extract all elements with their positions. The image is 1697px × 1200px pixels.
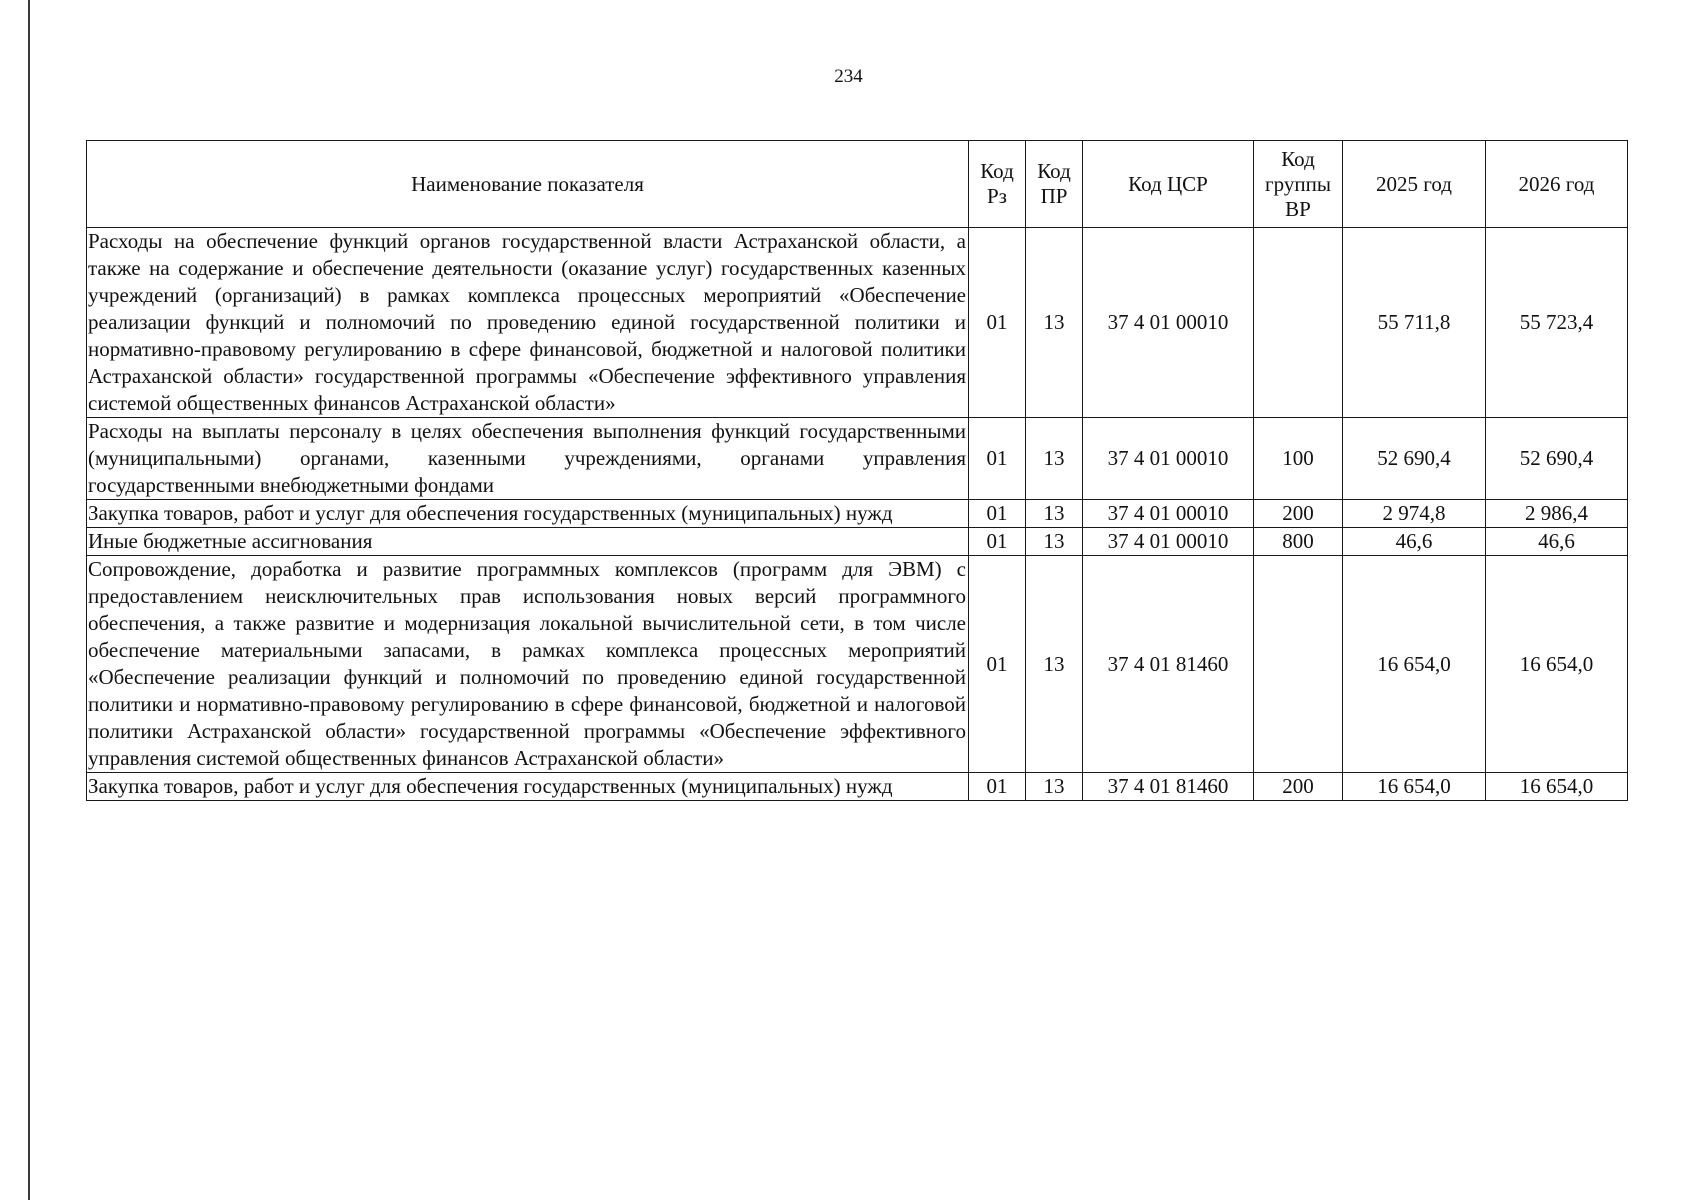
cell-vr <box>1254 228 1343 418</box>
cell-2026: 55 723,4 <box>1486 228 1628 418</box>
table-header <box>87 141 1628 228</box>
header-csr: Код ЦСР <box>1083 141 1254 228</box>
cell-csr: 37 4 01 00010 <box>1083 500 1254 528</box>
cell-2025: 46,6 <box>1343 528 1486 556</box>
cell-2026: 46,6 <box>1486 528 1628 556</box>
cell-rz: 01 <box>969 418 1026 500</box>
table-row <box>87 500 1628 528</box>
cell-pr: 13 <box>1026 556 1083 773</box>
cell-rz: 01 <box>969 500 1026 528</box>
cell-pr: 13 <box>1026 773 1083 801</box>
cell-vr: 100 <box>1254 418 1343 500</box>
header-row <box>87 141 1628 228</box>
page-number: 234 <box>834 66 863 87</box>
table-body <box>87 228 1628 801</box>
cell-name: Расходы на обеспечение функций органов государственной власти Астраханской области, а также на содержание и обеспечение деятельности (оказание услуг) государственных казенных учреждений (организаций) в рамках комплекса процессных мероприятий «Обеспечение реализации функций и полномочий по проведению единой государственной политики и нормативно-правовому регулированию в сфере финансовой, бюджетной и налоговой политики Астраханской области» государственной программы «Обеспечение эффективного управления системой общественных финансов Астраханской области» <box>87 228 969 418</box>
cell-2025: 55 711,8 <box>1343 228 1486 418</box>
table-row <box>87 418 1628 500</box>
cell-name: Сопровождение, доработка и развитие программных комплексов (программ для ЭВМ) с предоставлением неисключительных прав использования новых версий программного обеспечения, а также развитие и модернизация локальной вычислительной сети, в том числе обеспечение материальными запасами, в рамках комплекса процессных мероприятий «Обеспечение реализации функций и полномочий по проведению единой государственной политики и нормативно-правовому регулированию в сфере финансовой, бюджетной и налоговой политики Астраханской области» государственной программы «Обеспечение эффективного управления системой общественных финансов Астраханской области» <box>87 556 969 773</box>
cell-pr: 13 <box>1026 500 1083 528</box>
table-row <box>87 228 1628 418</box>
header-2026: 2026 год <box>1486 141 1628 228</box>
cell-csr: 37 4 01 81460 <box>1083 773 1254 801</box>
cell-pr: 13 <box>1026 528 1083 556</box>
cell-csr: 37 4 01 81460 <box>1083 556 1254 773</box>
header-rz: Код Рз <box>969 141 1026 228</box>
cell-name: Закупка товаров, работ и услуг для обеспечения государственных (муниципальных) нужд <box>87 773 969 801</box>
cell-2025: 52 690,4 <box>1343 418 1486 500</box>
cell-name: Иные бюджетные ассигнования <box>87 528 969 556</box>
cell-2026: 52 690,4 <box>1486 418 1628 500</box>
cell-vr: 200 <box>1254 773 1343 801</box>
header-pr: Код ПР <box>1026 141 1083 228</box>
cell-2026: 16 654,0 <box>1486 556 1628 773</box>
cell-csr: 37 4 01 00010 <box>1083 528 1254 556</box>
cell-2025: 2 974,8 <box>1343 500 1486 528</box>
header-2025: 2025 год <box>1343 141 1486 228</box>
cell-name: Расходы на выплаты персоналу в целях обеспечения выполнения функций государственными (муниципальными) органами, казенными учреждениями, органами управления государственными внебюджетными фондами <box>87 418 969 500</box>
table-row <box>87 528 1628 556</box>
table-row <box>87 773 1628 801</box>
header-vr: Код группы ВР <box>1254 141 1343 228</box>
cell-csr: 37 4 01 00010 <box>1083 228 1254 418</box>
cell-rz: 01 <box>969 556 1026 773</box>
cell-vr: 800 <box>1254 528 1343 556</box>
cell-pr: 13 <box>1026 418 1083 500</box>
cell-2025: 16 654,0 <box>1343 773 1486 801</box>
budget-table <box>86 140 1628 801</box>
cell-name: Закупка товаров, работ и услуг для обеспечения государственных (муниципальных) нужд <box>87 500 969 528</box>
cell-2026: 16 654,0 <box>1486 773 1628 801</box>
cell-rz: 01 <box>969 528 1026 556</box>
cell-2025: 16 654,0 <box>1343 556 1486 773</box>
header-name: Наименование показателя <box>87 141 969 228</box>
cell-rz: 01 <box>969 773 1026 801</box>
cell-csr: 37 4 01 00010 <box>1083 418 1254 500</box>
cell-pr: 13 <box>1026 228 1083 418</box>
cell-rz: 01 <box>969 228 1026 418</box>
cell-2026: 2 986,4 <box>1486 500 1628 528</box>
cell-vr: 200 <box>1254 500 1343 528</box>
table-row <box>87 556 1628 773</box>
cell-vr <box>1254 556 1343 773</box>
scan-edge-line <box>28 0 30 1200</box>
